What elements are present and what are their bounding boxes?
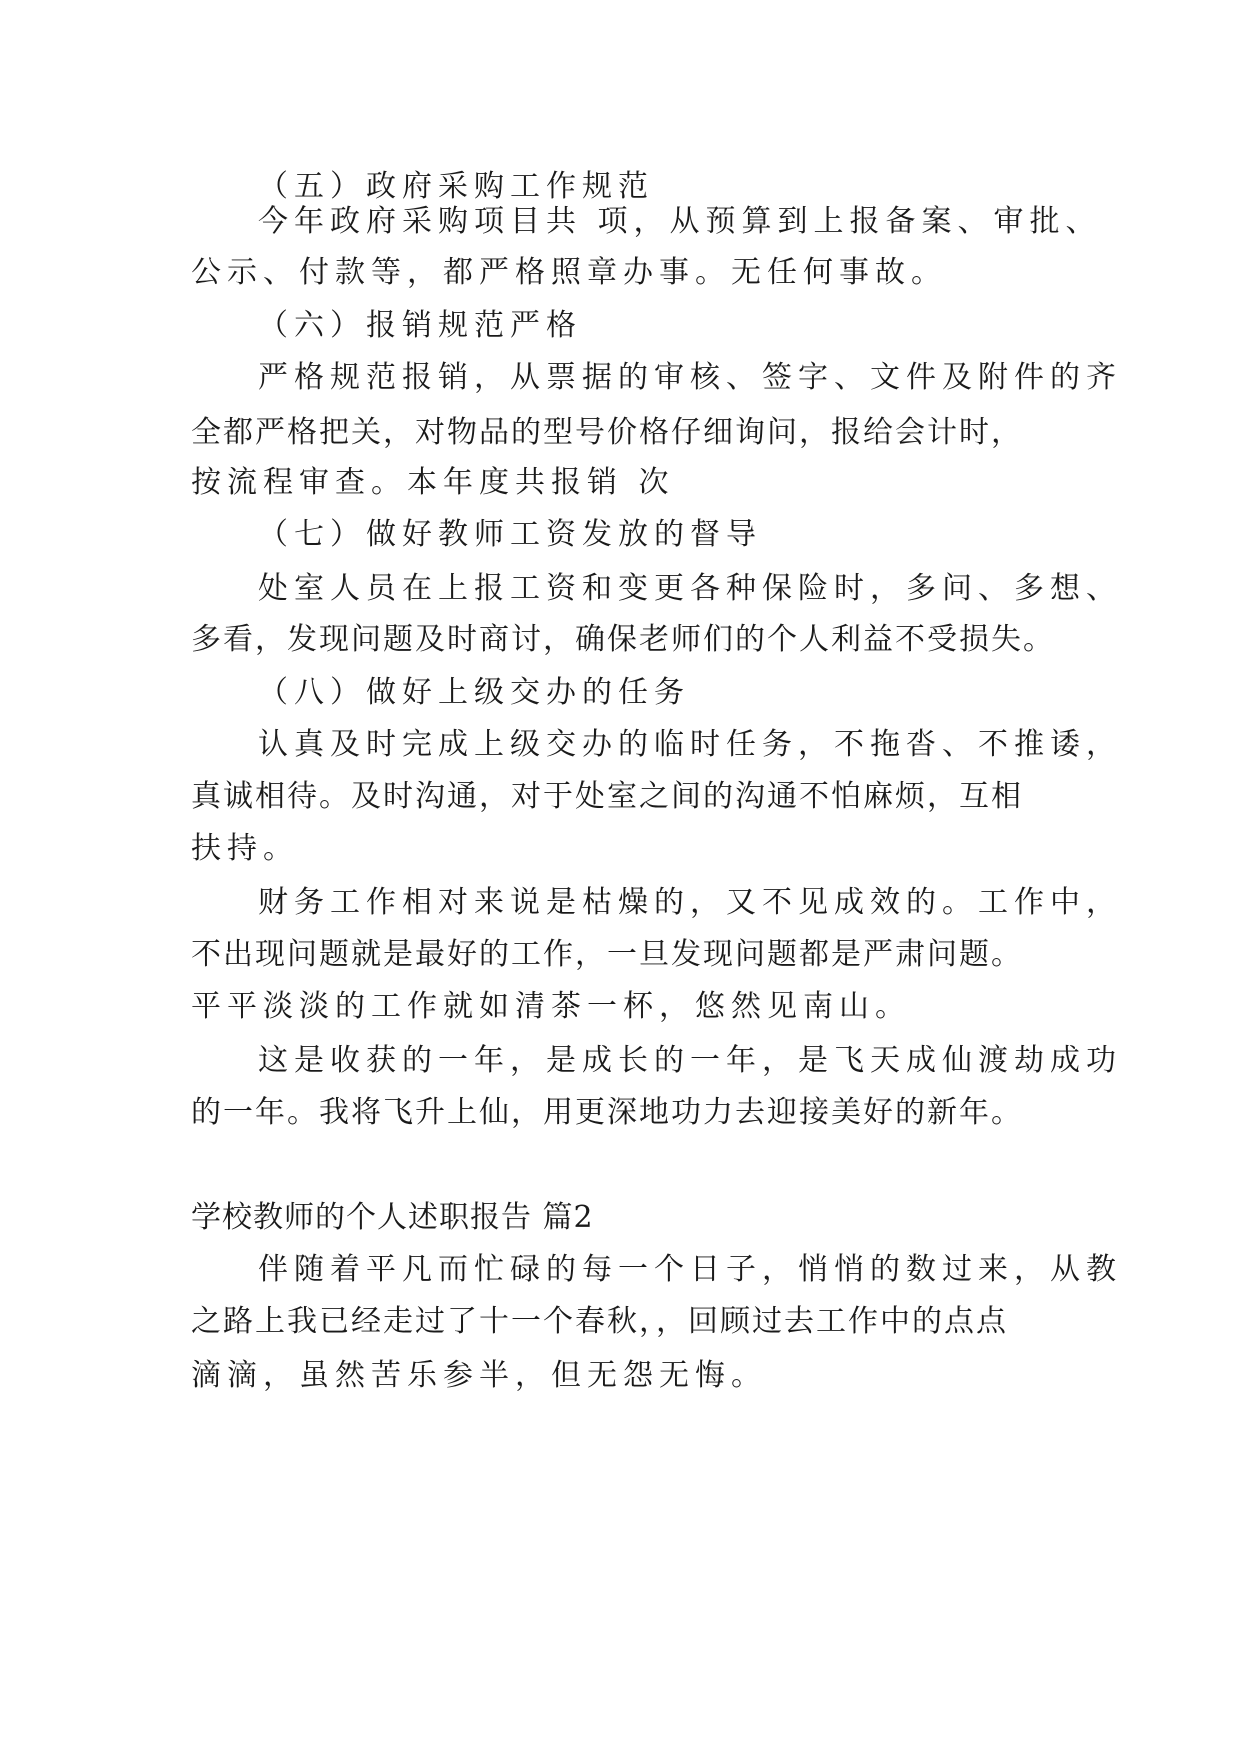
paragraph-line: 平平淡淡的工作就如清茶一杯，悠然见南山。	[191, 989, 911, 1024]
paragraph-line: 真诚相待。及时沟通，对于处室之间的沟通不怕麻烦，互相	[191, 779, 1023, 814]
paragraph-line: 多看，发现问题及时商讨，确保老师们的个人利益不受损失。	[191, 622, 1055, 657]
paragraph-line: 公示、付款等，都严格照章办事。无任何事故。	[191, 255, 947, 290]
paragraph-line: 全都严格把关，对物品的型号价格仔细询问，报给会计时，	[191, 415, 1023, 450]
section-heading-8: （八）做好上级交办的任务	[258, 675, 690, 710]
paragraph-line: 扶持。	[191, 831, 299, 866]
paragraph-line: 财务工作相对来说是枯燥的，又不见成效的。工作中，	[258, 885, 1122, 920]
paragraph-line: 认真及时完成上级交办的临时任务，不拖沓、不推诿，	[258, 727, 1122, 762]
paragraph-line: 这是收获的一年，是成长的一年，是飞天成仙渡劫成功	[258, 1043, 1122, 1078]
paragraph-line: 今年政府采购项目共 项，从预算到上报备案、审批、	[258, 204, 1102, 239]
section-heading-7: （七）做好教师工资发放的督导	[258, 517, 762, 552]
paragraph-line: 处室人员在上报工资和变更各种保险时，多问、多想、	[258, 571, 1122, 606]
paragraph-line: 不出现问题就是最好的工作，一旦发现问题都是严肃问题。	[191, 937, 1023, 972]
paragraph-line: 按流程审查。本年度共报销 次	[191, 465, 675, 500]
paragraph-line: 伴随着平凡而忙碌的每一个日子，悄悄的数过来，从教	[258, 1252, 1122, 1287]
paragraph-line: 严格规范报销，从票据的审核、签字、文件及附件的齐	[258, 360, 1122, 395]
paragraph-line: 之路上我已经走过了十一个春秋，，回顾过去工作中的点点	[191, 1304, 1008, 1339]
section-heading-5: （五）政府采购工作规范	[258, 169, 654, 204]
document-section-title: 学校教师的个人述职报告 篇2	[191, 1200, 594, 1235]
paragraph-line: 的一年。我将飞升上仙，用更深地功力去迎接美好的新年。	[191, 1095, 1023, 1130]
section-heading-6: （六）报销规范严格	[258, 308, 582, 343]
paragraph-line: 滴滴，虽然苦乐参半，但无怨无悔。	[191, 1358, 767, 1393]
